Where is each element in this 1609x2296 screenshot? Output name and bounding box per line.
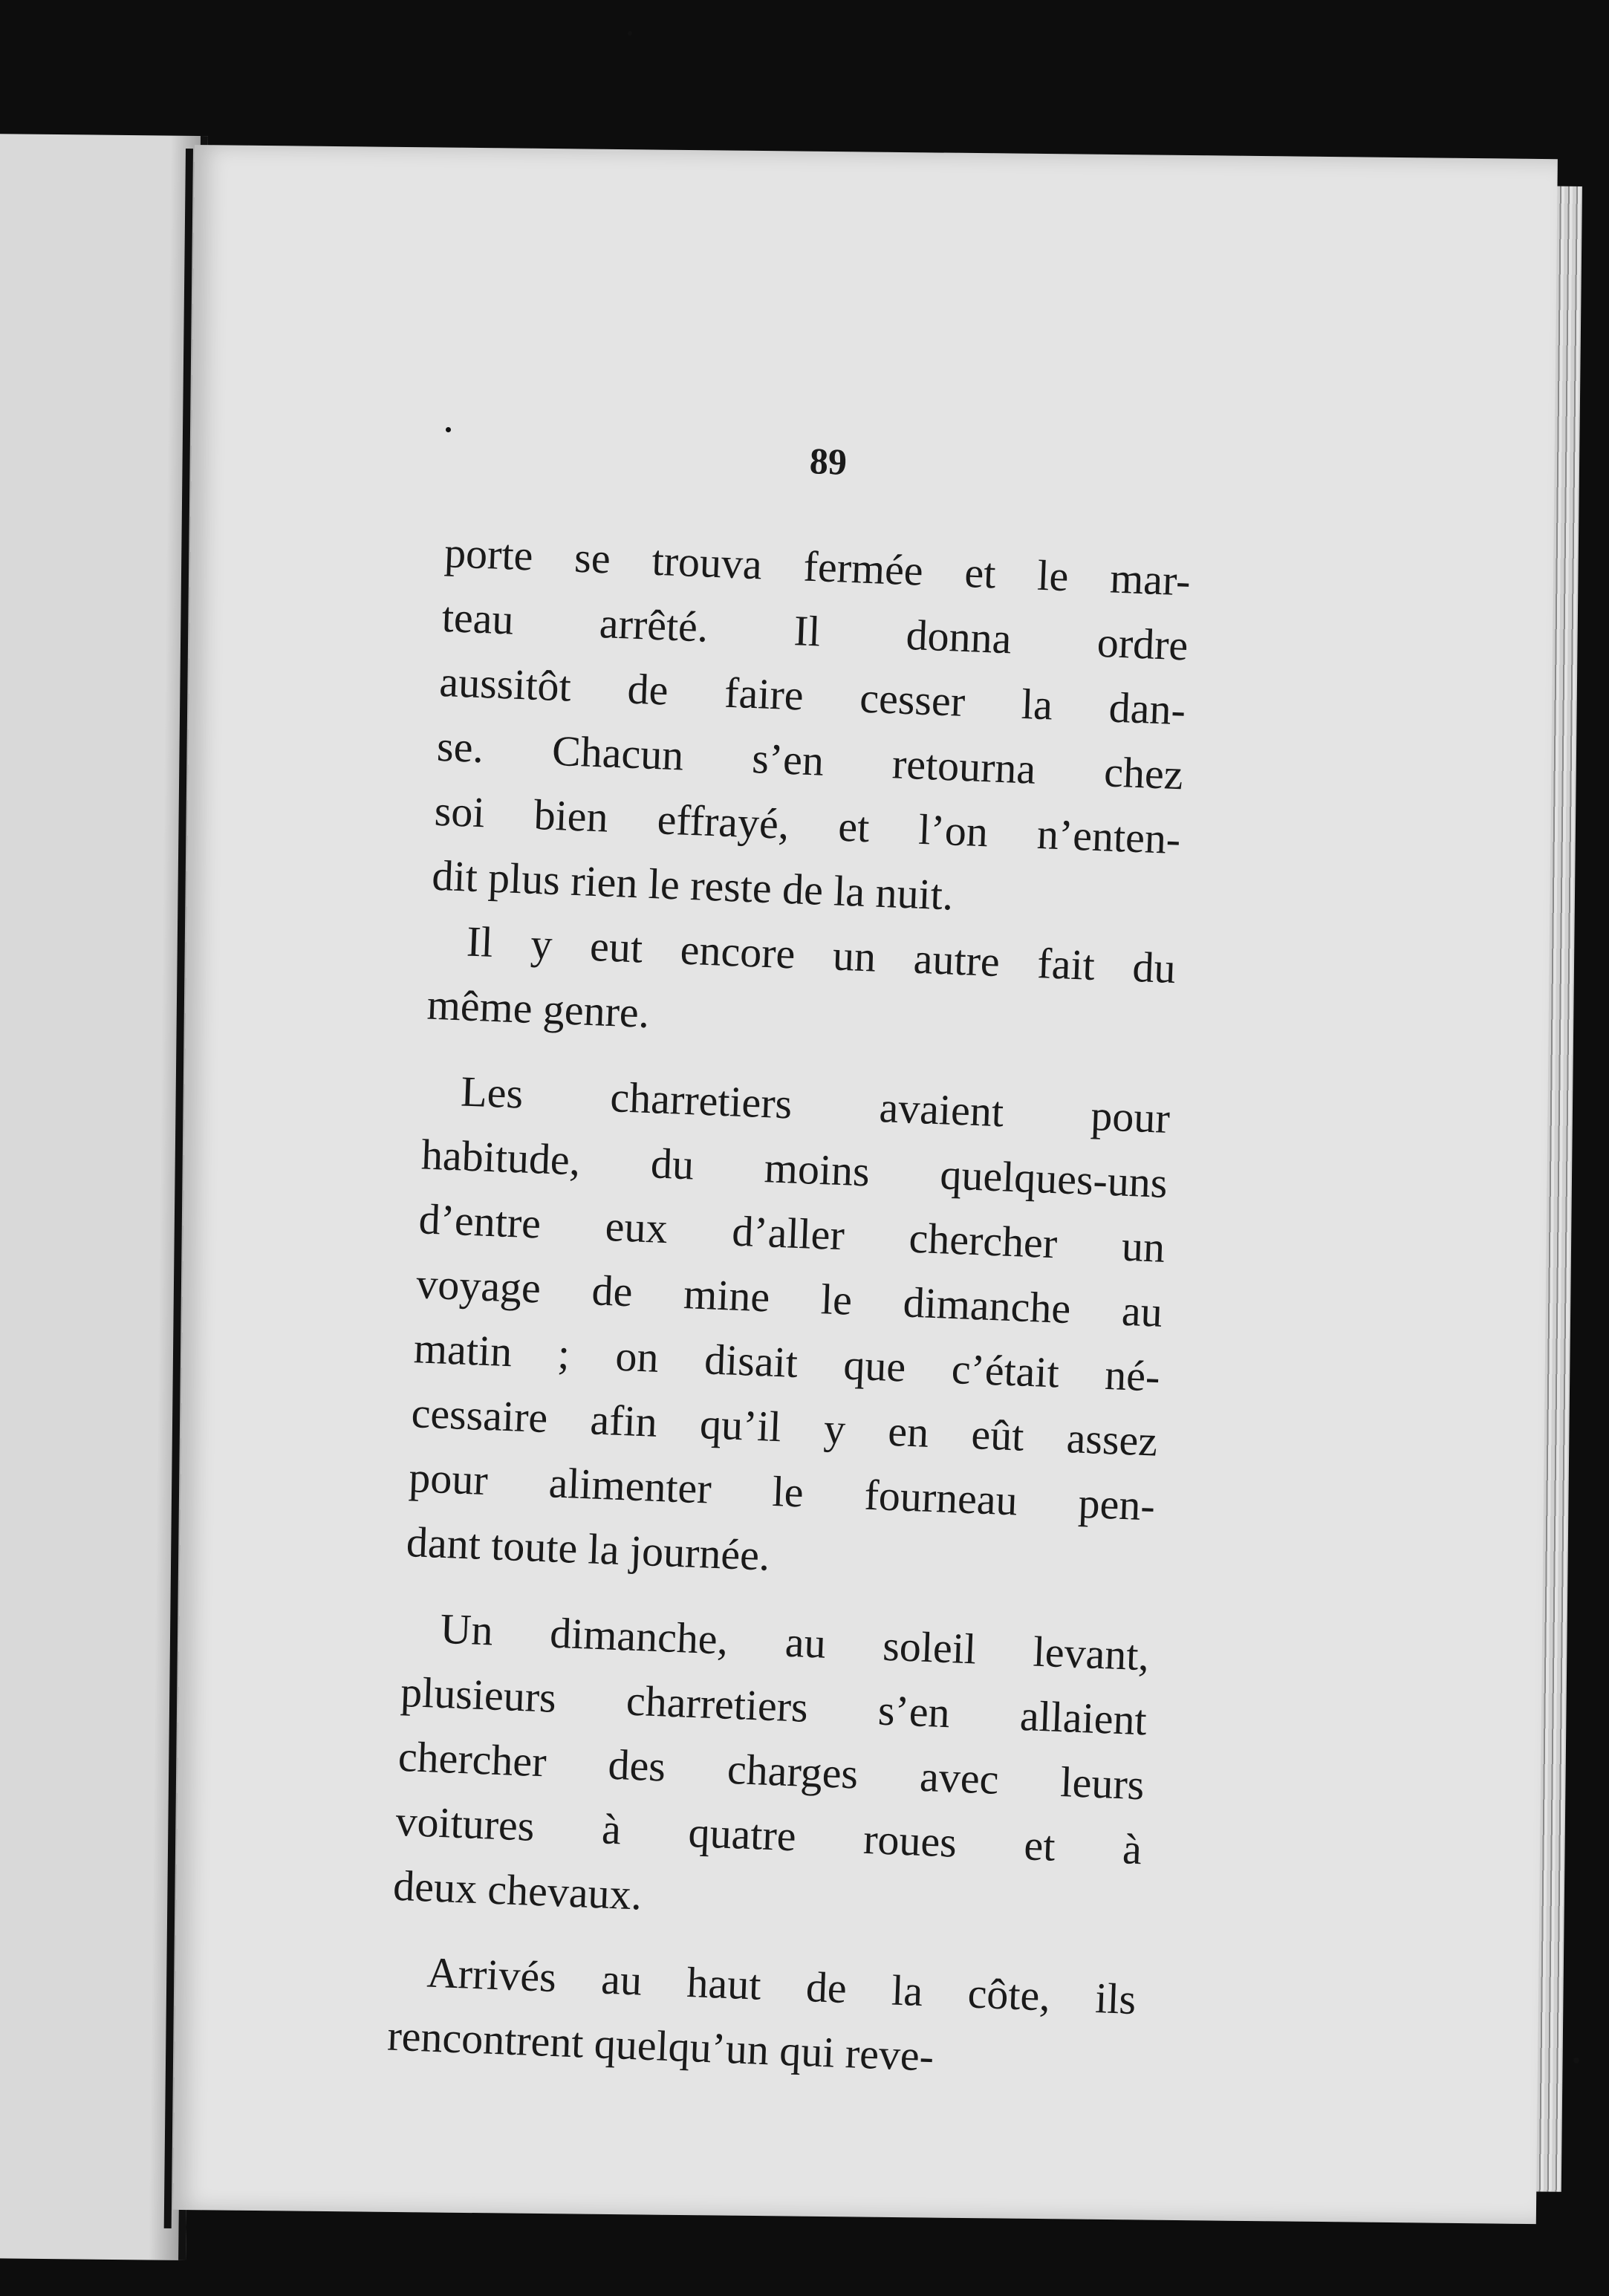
dust-speck (628, 31, 632, 36)
text-line: soi bien effrayé, et l’on n’enten- (433, 786, 1182, 864)
text-line: Un dimanche, au soleil levant, (439, 1604, 1151, 1680)
text-line: voitures à quatre roues et à (394, 1796, 1143, 1874)
text-line: dit plus rien le reste de la nuit. (431, 851, 955, 920)
text-line: se. Chacun s’en retourna chez (436, 721, 1184, 799)
text-line: dant toute la journée. (405, 1518, 771, 1580)
text-line: deux chevaux. (392, 1861, 643, 1919)
text-line: rencontrent quelqu’un qui reve- (386, 2011, 935, 2081)
text-line: Les charretiers avaient pour (460, 1067, 1171, 1142)
text-line: teau arrêté. Il donna ordre (441, 592, 1189, 670)
dust-speck (446, 427, 451, 432)
text-line: pour alimenter le fourneau pen- (408, 1453, 1157, 1530)
text-line: cessaire afin qu’il y en eût assez (410, 1388, 1159, 1466)
dust-speck (1573, 2058, 1579, 2064)
page-number: 89 (809, 440, 848, 483)
body-text (386, 520, 1192, 2096)
text-line: voyage de mine le dimanche au (415, 1259, 1164, 1336)
text-line: Il y eut encore un autre fait du (466, 917, 1177, 993)
text-line: plusieurs charretiers s’en allaient (400, 1667, 1148, 1745)
text-line: porte se trouva fermée et le mar- (443, 527, 1192, 605)
text-line: chercher des charges avec leurs (397, 1731, 1145, 1809)
text-line: habitude, du moins quelques-uns (420, 1130, 1168, 1207)
text-line: même genre. (426, 980, 651, 1037)
text-line: matin ; on disait que c’était né- (412, 1324, 1161, 1401)
text-line: Arrivés au haut de la côte, ils (426, 1948, 1137, 2024)
text-line: aussitôt de faire cesser la dan- (438, 657, 1187, 735)
text-line: d’entre eux d’aller chercher un (417, 1194, 1166, 1272)
